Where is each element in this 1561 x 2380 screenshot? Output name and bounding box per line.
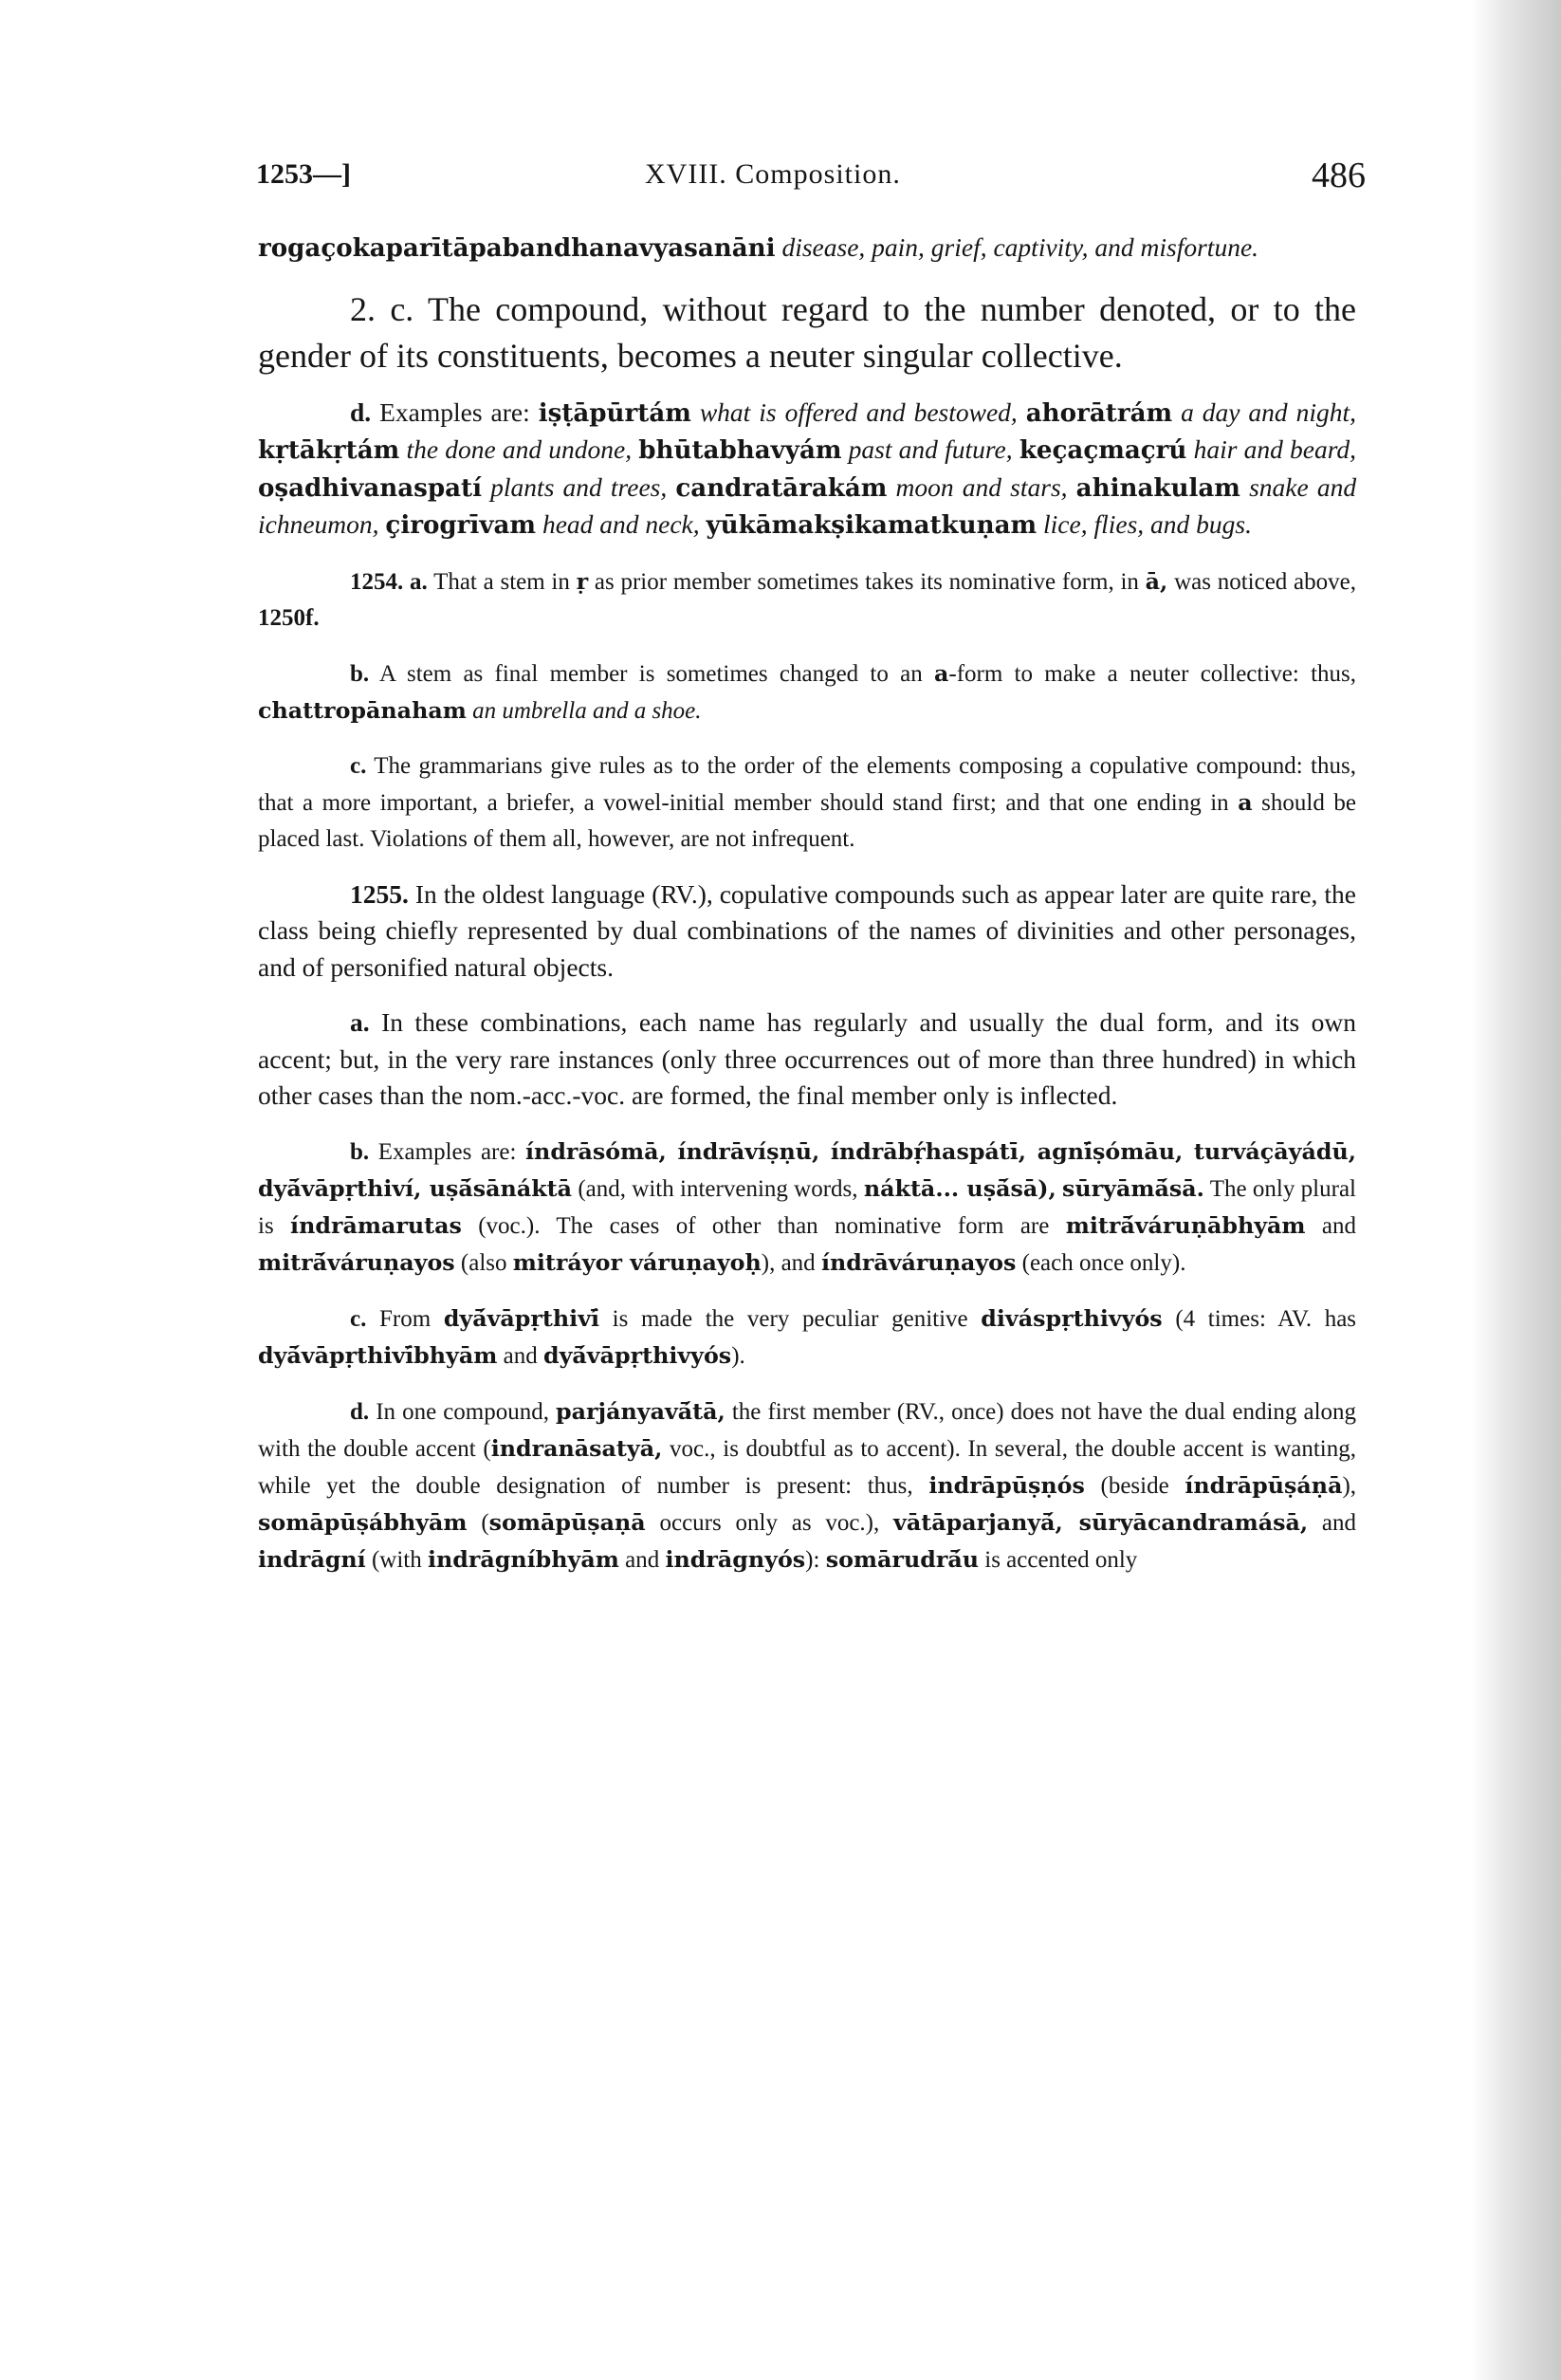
sanskrit-term: índrāsómā, índrāvíṣṇū, índrābṛ́haspátī, agnī́ṣómāu, turváçāyádū, dyā́vāpṛthiví, uṣā́sānáktā bbox=[258, 1137, 1356, 1202]
paragraph-text: (also bbox=[460, 1249, 507, 1276]
gloss: moon and stars, bbox=[895, 471, 1068, 502]
paragraph-text: (voc.). The cases of other than nominative form are bbox=[478, 1212, 1050, 1239]
gloss: past and future, bbox=[848, 434, 1013, 464]
sanskrit-term: somāpūṣaṇā bbox=[488, 1508, 646, 1536]
sanskrit-term: indrāgníbhyām bbox=[427, 1545, 619, 1573]
cross-reference: 1250f. bbox=[258, 604, 320, 631]
paragraph-text: ). bbox=[731, 1342, 745, 1369]
sanskrit-term: oṣadhivanaspatí bbox=[258, 472, 483, 503]
gloss: a day and night, bbox=[1181, 397, 1357, 427]
sanskrit-term: somārudrā́u bbox=[825, 1545, 979, 1573]
paragraph-text: That a stem in bbox=[433, 568, 570, 595]
example-item bbox=[675, 472, 1067, 502]
paragraph-text: Examples are: bbox=[377, 1138, 517, 1165]
paragraph-text: and bbox=[625, 1546, 660, 1573]
gloss: lice, flies, and bugs. bbox=[1043, 509, 1253, 539]
sanskrit-term: diváspṛthivyós bbox=[981, 1304, 1163, 1332]
sanskrit-term: iṣṭāpūrtám bbox=[538, 397, 691, 428]
paragraph-text: The only plural is bbox=[258, 1175, 1356, 1239]
paragraph-1253d bbox=[258, 395, 1356, 544]
gloss: plants and trees, bbox=[490, 471, 668, 502]
sanskrit-term: náktā... uṣā́sā), bbox=[863, 1174, 1056, 1202]
paragraph-1253c bbox=[258, 286, 1356, 379]
sanskrit-term: vātāparjanyā́, sūryācandramásā, bbox=[893, 1508, 1309, 1536]
sanskrit-term: a bbox=[1238, 788, 1253, 816]
paragraph-1254b bbox=[258, 655, 1356, 729]
section-number: 1255. bbox=[350, 878, 409, 909]
sanskrit-term: candratārakám bbox=[675, 472, 888, 503]
page-body bbox=[258, 230, 1356, 1597]
sanskrit-term: somāpūṣábhyām bbox=[258, 1508, 468, 1536]
sanskrit-term: índrāpūṣáṇā bbox=[1185, 1471, 1343, 1499]
paragraph-text: the first member (RV., once) does not have the dual ending along with the double accent ( bbox=[258, 1398, 1357, 1462]
paragraph-1255a bbox=[258, 1005, 1356, 1115]
paragraph-text: and bbox=[503, 1342, 538, 1369]
example-item bbox=[707, 509, 1253, 539]
sanskrit-term: dyā́vāpṛthivī́bhyām bbox=[258, 1341, 498, 1369]
gloss: what is offered and bestowed, bbox=[699, 397, 1018, 427]
sanskrit-term: ṛ bbox=[576, 567, 589, 595]
example-item bbox=[638, 434, 1012, 464]
sanskrit-term: rogaçokaparītāpabandhanavyasanāni bbox=[258, 233, 776, 263]
paragraph-text: (and, with intervening words, bbox=[578, 1175, 858, 1202]
page-number: 486 bbox=[1312, 156, 1366, 195]
paragraph-text: (with bbox=[371, 1546, 422, 1573]
example-item bbox=[258, 434, 632, 464]
sanskrit-term: çirogrīvam bbox=[385, 510, 537, 540]
paragraph-text: (4 times: AV. has bbox=[1175, 1305, 1357, 1332]
paragraph-text: was noticed above, bbox=[1174, 568, 1356, 595]
sanskrit-term: indrāgní bbox=[258, 1545, 366, 1573]
paragraph-text: The compound, without regard to the number denoted, or to the gender of its constituents, becomes a neuter singular collective. bbox=[258, 289, 1356, 375]
paragraph-1254c bbox=[258, 748, 1356, 858]
paragraph-text: is made the very peculiar genitive bbox=[612, 1305, 968, 1332]
paragraph-text: (beside bbox=[1100, 1472, 1169, 1499]
paragraph-label: c. bbox=[350, 752, 367, 779]
running-header bbox=[256, 147, 1366, 204]
sanskrit-term: indrāgnyós bbox=[665, 1545, 806, 1573]
paragraph-text: The grammarians give rules as to the order of the elements composing a copulative compound: thus, that a more important, a briefer, a vowel-initial member should stand first; and that one ending in bbox=[258, 752, 1356, 816]
paragraph-label: d. bbox=[350, 397, 372, 427]
sanskrit-term: parjányavā́tā, bbox=[556, 1397, 725, 1425]
gloss: an umbrella and a shoe. bbox=[472, 697, 702, 724]
example-item bbox=[385, 509, 699, 539]
paragraph-label: 2. c. bbox=[350, 289, 414, 328]
sanskrit-term: indrāpūṣṇós bbox=[928, 1471, 1085, 1499]
sanskrit-term: índrāváruṇayos bbox=[820, 1248, 1017, 1276]
paragraph-text: ): bbox=[805, 1546, 820, 1573]
paragraph-text: (each once only). bbox=[1021, 1249, 1186, 1276]
scan-edge-shadow bbox=[1471, 0, 1561, 2380]
sanskrit-term: dyā́vāpṛthivī́ bbox=[443, 1304, 600, 1332]
sanskrit-term: indranāsatyā, bbox=[490, 1434, 663, 1462]
sanskrit-term: ahinakulam bbox=[1075, 472, 1240, 503]
sanskrit-term: kṛtākṛtám bbox=[258, 435, 400, 465]
paragraph-text: -form to make a neuter collective: thus, bbox=[948, 660, 1357, 687]
paragraph-1254a bbox=[258, 563, 1356, 637]
gloss: snake and ichneumon, bbox=[258, 471, 1357, 539]
gloss: head and neck, bbox=[542, 509, 700, 539]
paragraph-label: d. bbox=[350, 1398, 370, 1425]
paragraph-text: ), and bbox=[761, 1249, 816, 1276]
sanskrit-term: ā, bbox=[1145, 567, 1168, 595]
paragraph-text: voc., is doubtful as to accent). In several, the double accent is wanting, while yet the double designation of number is present: thus, bbox=[258, 1435, 1357, 1499]
example-item bbox=[258, 472, 667, 502]
paragraph-1255 bbox=[258, 876, 1356, 987]
sanskrit-term: ahorātrám bbox=[1025, 397, 1173, 428]
section-number: 1254. bbox=[350, 568, 404, 595]
paragraph-text: and bbox=[1321, 1509, 1357, 1536]
paragraph-text: and bbox=[1321, 1212, 1357, 1239]
paragraph-1255b bbox=[258, 1134, 1356, 1282]
sanskrit-term: a bbox=[933, 659, 949, 687]
sanskrit-term: mitrā́váruṇābhyām bbox=[1065, 1211, 1306, 1239]
header-section-ref: 1253—] bbox=[256, 158, 351, 190]
header-chapter-title: XVIII. Composition. bbox=[645, 158, 901, 190]
sanskrit-term: dyā́vāpṛthivyós bbox=[543, 1341, 732, 1369]
sanskrit-term: mitrā́váruṇayos bbox=[258, 1248, 455, 1276]
sanskrit-term: mitráyor váruṇayoḥ bbox=[512, 1248, 762, 1276]
example-item bbox=[539, 397, 1018, 427]
paragraph-label: b. bbox=[350, 1138, 370, 1165]
paragraph-text: ( bbox=[481, 1509, 489, 1536]
paragraph-text: In the oldest language (RV.), copulative compounds such as appear later are quite rare, the class being chiefly represented by dual combinations of the names of divinities and other personages, and of personified natural objects. bbox=[258, 878, 1356, 982]
gloss: disease, pain, grief, captivity, and misfortune. bbox=[781, 232, 1259, 262]
paragraph-label: a. bbox=[410, 568, 428, 595]
sanskrit-term: chattropānaham bbox=[258, 696, 467, 724]
paragraph-text: occurs only as voc.), bbox=[659, 1509, 880, 1536]
paragraph-text: In these combinations, each name has regularly and usually the dual form, and its own accent; but, in the very rare instances (only three occurrences out of more than three hundred) in which other cases than the nom.-acc.-voc. are formed, the final member only is inflected. bbox=[258, 1007, 1357, 1110]
example-item bbox=[1019, 434, 1356, 464]
sanskrit-term: yūkāmakṣikamatkuṇam bbox=[706, 510, 1038, 540]
sanskrit-term: keçaçmaçrú bbox=[1019, 435, 1187, 465]
sanskrit-term: sūryāmā́sā. bbox=[1062, 1174, 1204, 1202]
paragraph-label: b. bbox=[350, 660, 370, 687]
paragraph-text: should be placed last. Violations of them all, however, are not infrequent. bbox=[258, 789, 1356, 852]
gloss: the done and undone, bbox=[406, 434, 633, 464]
sanskrit-term: índrāmarutas bbox=[290, 1211, 462, 1239]
paragraph-text: as prior member sometimes takes its nominative form, in bbox=[594, 568, 1139, 595]
paragraph-text: A stem as final member is sometimes changed to an bbox=[379, 660, 923, 687]
paragraph-text: In one compound, bbox=[376, 1398, 549, 1425]
paragraph-1255c bbox=[258, 1301, 1356, 1374]
paragraph-text: ), bbox=[1342, 1472, 1357, 1499]
paragraph-text: is accented only bbox=[984, 1546, 1138, 1573]
paragraph-label: c. bbox=[350, 1305, 367, 1332]
sanskrit-term: bhūtabhavyám bbox=[638, 435, 842, 465]
example-item bbox=[1026, 397, 1356, 427]
paragraph-1255d bbox=[258, 1393, 1356, 1578]
paragraph-label: a. bbox=[350, 1007, 370, 1037]
gloss: hair and beard, bbox=[1193, 434, 1357, 464]
paragraph-text: From bbox=[379, 1305, 432, 1332]
continuation-paragraph bbox=[258, 230, 1356, 268]
paragraph-text: Examples are: bbox=[379, 397, 530, 427]
